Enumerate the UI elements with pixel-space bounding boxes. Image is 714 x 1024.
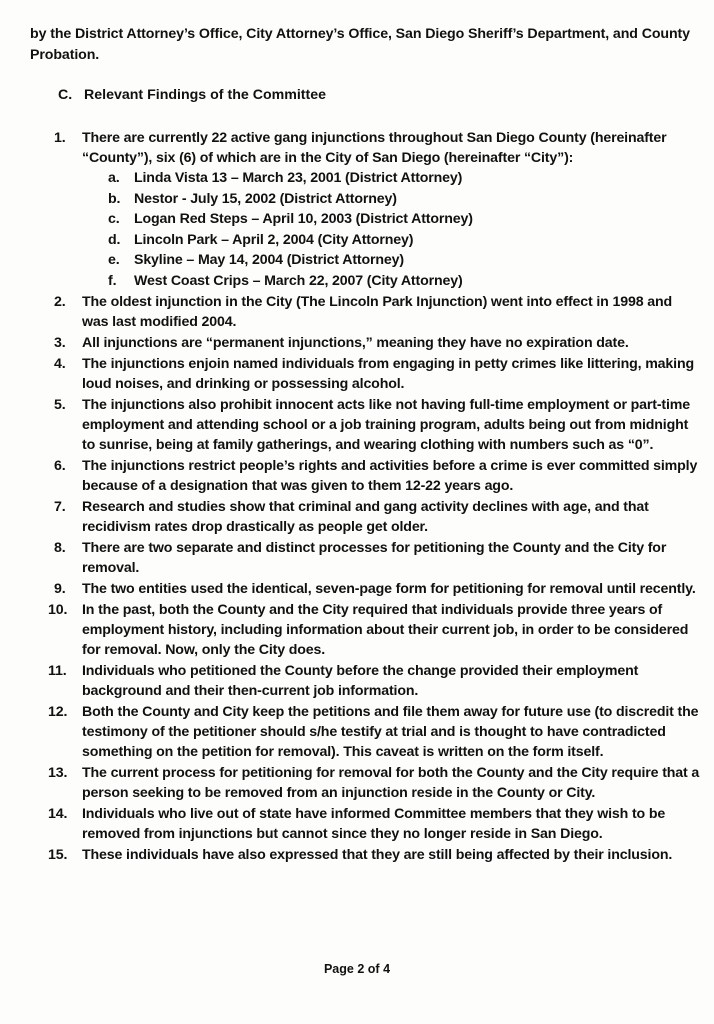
section-title: Relevant Findings of the Committee bbox=[84, 87, 327, 103]
section-heading bbox=[58, 87, 326, 103]
sublist-text: Nestor - July 15, 2002 (District Attorney) bbox=[134, 190, 397, 207]
page-total: 4 bbox=[383, 962, 391, 976]
finding-item bbox=[30, 845, 702, 865]
finding-item bbox=[30, 763, 702, 803]
sublist-item bbox=[82, 209, 702, 230]
finding-item bbox=[30, 333, 702, 353]
page-current: 2 bbox=[357, 962, 365, 976]
finding-text: The two entities used the identical, seven-page form for petitioning for removal until recently. bbox=[82, 581, 696, 597]
finding-item bbox=[30, 456, 702, 496]
injunction-sublist bbox=[82, 168, 702, 291]
page-number bbox=[0, 962, 714, 976]
sublist-text: Linda Vista 13 – March 23, 2001 (District Attorney) bbox=[134, 170, 463, 186]
section-letter: C. bbox=[58, 87, 73, 103]
sublist-item bbox=[82, 168, 702, 189]
finding-number: 2. bbox=[54, 294, 66, 310]
findings-list bbox=[30, 128, 702, 866]
finding-item bbox=[30, 702, 702, 762]
finding-item bbox=[30, 579, 702, 599]
finding-text: There are currently 22 active gang injunctions throughout San Diego County (hereinafter “County”), six (6) of which are in the City of San Diego (hereinafter “City”): bbox=[82, 130, 667, 166]
finding-number: 10. bbox=[48, 602, 68, 618]
finding-number: 8. bbox=[54, 540, 66, 556]
sublist-text: Logan Red Steps – April 10, 2003 (District Attorney) bbox=[134, 211, 473, 227]
page-of: of bbox=[367, 962, 380, 976]
sublist-letter: e. bbox=[108, 252, 120, 268]
finding-number: 1. bbox=[54, 130, 66, 146]
finding-number: 13. bbox=[48, 765, 68, 781]
sublist-item bbox=[82, 271, 702, 292]
sublist-item bbox=[82, 189, 702, 210]
sublist-letter: b. bbox=[108, 190, 121, 207]
page-label: Page bbox=[323, 962, 354, 976]
finding-text: The injunctions also prohibit innocent acts like not having full-time employment or part-time employment and attending school or a job training program, adults being out from midnight to sunrise, being at family gatherings, and wearing clothing with numbers such as “0”. bbox=[82, 397, 690, 453]
finding-number: 15. bbox=[48, 847, 68, 863]
finding-item bbox=[30, 497, 702, 537]
sublist-item bbox=[82, 250, 702, 271]
finding-text: Individuals who petitioned the County before the change provided their employment background and their then-current job information. bbox=[82, 663, 639, 699]
finding-number: 5. bbox=[54, 397, 66, 413]
finding-text: The injunctions restrict people’s rights and activities before a crime is ever committed simply because of a designation that was given to them 12-22 years ago. bbox=[82, 458, 698, 494]
sublist-text: Skyline – May 14, 2004 (District Attorney) bbox=[134, 252, 404, 268]
finding-item bbox=[30, 354, 702, 394]
finding-item bbox=[30, 395, 702, 455]
finding-item bbox=[30, 804, 702, 844]
finding-item bbox=[30, 538, 702, 578]
intro-paragraph: by the District Attorney’s Office, City Attorney’s Office, San Diego Sheriff’s Department, and County Probation. bbox=[30, 26, 690, 63]
sublist-letter: d. bbox=[108, 231, 121, 248]
finding-number: 9. bbox=[54, 581, 66, 597]
sublist-text: Lincoln Park – April 2, 2004 (City Attorney) bbox=[134, 231, 414, 248]
finding-number: 3. bbox=[54, 335, 66, 351]
finding-text: In the past, both the County and the City required that individuals provide three years of employment history, including information about their current job, in order to be considered for removal. Now, only the City does. bbox=[82, 602, 689, 658]
sublist-letter: f. bbox=[108, 272, 117, 289]
finding-number: 11. bbox=[48, 663, 67, 679]
finding-text: Individuals who live out of state have informed Committee members that they wish to be removed from injunctions but cannot since they no longer reside in San Diego. bbox=[82, 806, 666, 842]
finding-text: The current process for petitioning for removal for both the County and the City require that a person seeking to be removed from an injunction reside in the County or City. bbox=[82, 765, 700, 801]
finding-number: 6. bbox=[54, 458, 66, 474]
finding-text: Research and studies show that criminal and gang activity declines with age, and that recidivism rates drop drastically as people get older. bbox=[82, 499, 649, 535]
finding-item bbox=[30, 128, 702, 291]
finding-text: The injunctions enjoin named individuals from engaging in petty crimes like littering, making loud noises, and drinking or possessing alcohol. bbox=[82, 356, 694, 392]
finding-item bbox=[30, 292, 702, 332]
finding-text: There are two separate and distinct processes for petitioning the County and the City for removal. bbox=[82, 540, 667, 576]
finding-number: 14. bbox=[48, 806, 68, 822]
finding-item bbox=[30, 661, 702, 701]
finding-number: 4. bbox=[54, 356, 66, 372]
finding-item bbox=[30, 600, 702, 660]
sublist-letter: a. bbox=[108, 170, 120, 186]
finding-text: All injunctions are “permanent injunctions,” meaning they have no expiration date. bbox=[82, 335, 629, 351]
finding-text: The oldest injunction in the City (The Lincoln Park Injunction) went into effect in 1998 and was last modified 2004. bbox=[82, 294, 672, 330]
sublist-letter: c. bbox=[108, 211, 120, 227]
finding-text: Both the County and City keep the petitions and file them away for future use (to discredit the testimony of the petitioner should s/he testify at trial and is thought to have contradicted something on the petition for removal). This caveat is written on the form itself. bbox=[82, 704, 699, 760]
sublist-text: West Coast Crips – March 22, 2007 (City Attorney) bbox=[134, 272, 463, 289]
finding-text: These individuals have also expressed that they are still being affected by their inclusion. bbox=[82, 847, 673, 863]
sublist-item bbox=[82, 230, 702, 251]
finding-number: 12. bbox=[48, 704, 68, 720]
finding-number: 7. bbox=[54, 499, 66, 515]
